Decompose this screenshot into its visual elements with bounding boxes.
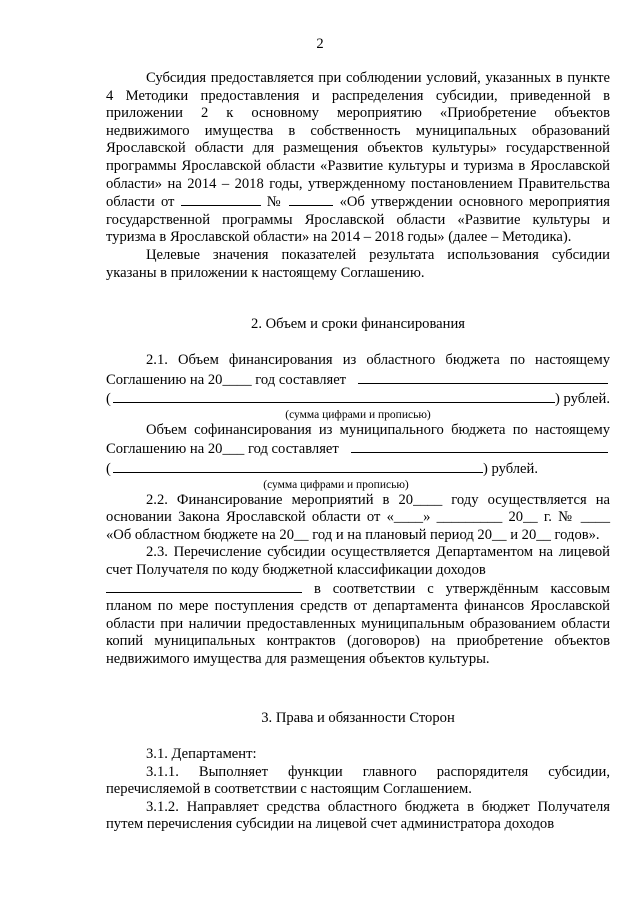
clause-3-1-1: 3.1.1. Выполняет функции главного распорядителя субсидии, перечисляемой в соответствии с настоящим Соглашением. — [106, 763, 610, 798]
intro-section — [106, 70, 610, 282]
section-3 — [106, 746, 610, 834]
caption-sum-2: (сумма цифрами и прописью) — [263, 478, 409, 491]
blank-number — [289, 193, 333, 206]
caption-sum-1: (сумма цифрами и прописью) — [285, 408, 431, 421]
clause-3-1-2: 3.1.2. Направляет средства областного бюджета в бюджет Получателя путем перечисления субсидии на лицевой счет администратора доходов — [106, 798, 610, 833]
blank-budget-code — [106, 580, 302, 593]
section-3-title: 3. Права и обязанности Сторон — [261, 710, 455, 726]
clause-2-1-cofinancing-words: ( ) рублей. — [106, 460, 538, 477]
page-number: 2 — [316, 36, 324, 52]
clause-2-1-cofinancing-line: Соглашению на 20___ год составляет — [106, 439, 610, 459]
section-2-title: 2. Объем и сроки финансирования — [251, 316, 465, 332]
clause-3-1: 3.1. Департамент: — [146, 746, 257, 762]
clause-2-3: 2.3. Перечисление субсидии осуществляется Департаментом на лицевой счет Получателя по коду бюджетной классификации доходов в соответствии с утверждённым кассовым планом по мере поступления средств от департамента финансов Ярославской области при наличии предоставленных муниципальным образованием области копий муниципальных контрактов (договоров) на приобретение объектов недвижимого имущества для размещения объектов культуры. — [106, 544, 610, 667]
clause-2-1-amount-words: ( ) рублей. — [106, 391, 610, 408]
clause-2-1: 2.1. Объем финансирования из областного бюджета по настоящему — [146, 352, 610, 368]
clause-2-1-cofinancing: Объем софинансирования из муниципального бюджета по настоящему — [146, 421, 610, 438]
blank-date — [181, 193, 261, 206]
section-2 — [106, 352, 610, 669]
blank-amount-words-1 — [113, 389, 555, 403]
blank-amount-2 — [351, 439, 608, 453]
clause-2-1-line: Соглашению на 20____ год составляет — [106, 370, 610, 390]
blank-amount-1 — [358, 370, 608, 384]
intro-paragraph-2: Целевые значения показателей результата использования субсидии указаны в приложении к настоящему Соглашению. — [106, 246, 610, 281]
intro-paragraph-1: Субсидия предоставляется при соблюдении условий, указанных в пункте 4 Методики предоставления и распределения субсидии, приведенной в приложении 2 к основному мероприятию «Приобретение объектов недвижимого имущества в собственность муниципальных образований Ярославской области для размещения объектов культуры» государственной программы Ярославской области «Развитие культуры и туризма в Ярославской области» на 2014 – 2018 годы, утвержденному постановлением Правительства области от № «Об утверждении основного мероприятия государственной программы Ярославской области «Развитие культуры и туризма в Ярославской области» на 2014 – 2018 годы» (далее – Методика). — [106, 70, 610, 246]
clause-2-2: 2.2. Финансирование мероприятий в 20____ году осуществляется на основании Закона Ярославской области от «____» _________ 20__ г. № ____ «Об областном бюджете на 20__ год и на плановый период 20__ и 20__ годов». — [106, 491, 610, 543]
blank-amount-words-2 — [113, 459, 483, 473]
